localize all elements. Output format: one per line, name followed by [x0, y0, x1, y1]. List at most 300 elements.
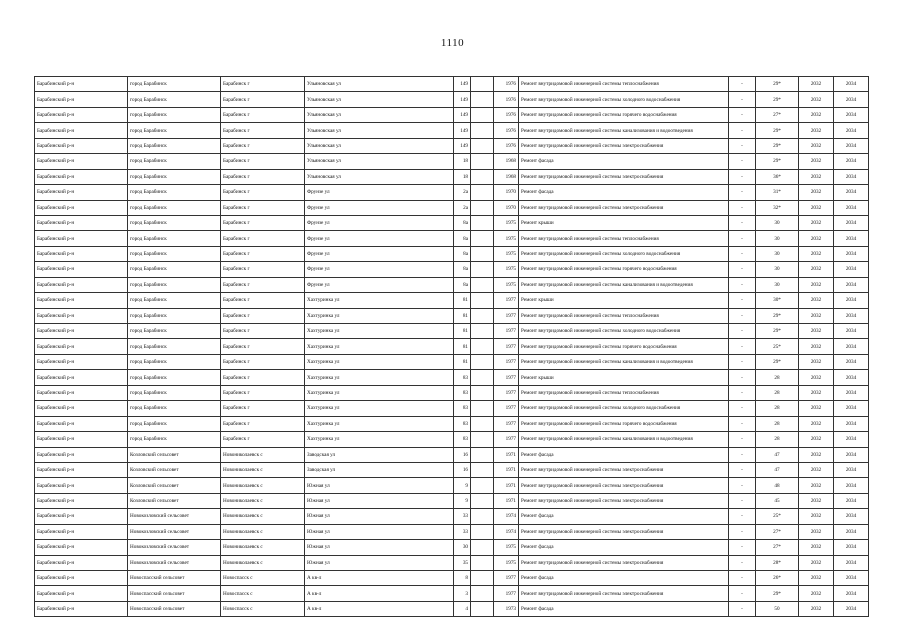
value-cell: 32*: [756, 200, 799, 215]
work-type-cell: Ремонт фасада: [519, 571, 729, 586]
end-year-cell: 2034: [834, 416, 869, 431]
dash-cell: -: [729, 77, 756, 92]
settlement-cell: город Барабинск: [128, 107, 221, 122]
street-cell: Южная ул: [305, 540, 454, 555]
value-cell: 29*: [756, 138, 799, 153]
year-cell: 1977: [494, 339, 519, 354]
dash-cell: -: [729, 478, 756, 493]
end-year-cell: 2034: [834, 509, 869, 524]
end-year-cell: 2034: [834, 123, 869, 138]
dash-cell: -: [729, 339, 756, 354]
extra-cell: [471, 185, 494, 200]
table-row: [35, 540, 869, 555]
street-cell: А кв-л: [305, 571, 454, 586]
house-cell: 149: [454, 123, 471, 138]
value-cell: 29*: [756, 308, 799, 323]
table-row: [35, 555, 869, 570]
district-cell: Барабинский р-н: [35, 231, 128, 246]
start-year-cell: 2032: [799, 401, 834, 416]
district-cell: Барабинский р-н: [35, 339, 128, 354]
house-cell: 149: [454, 77, 471, 92]
street-cell: Южная ул: [305, 524, 454, 539]
dash-cell: -: [729, 293, 756, 308]
dash-cell: -: [729, 540, 756, 555]
street-cell: Фрунзе ул: [305, 185, 454, 200]
district-cell: Барабинский р-н: [35, 571, 128, 586]
district-cell: Барабинский р-н: [35, 154, 128, 169]
table-row: [35, 370, 869, 385]
dash-cell: -: [729, 586, 756, 601]
work-type-cell: Ремонт внутридомовой инженерной системы горячего водоснабжения: [519, 339, 729, 354]
house-cell: 83: [454, 401, 471, 416]
year-cell: 1977: [494, 370, 519, 385]
work-type-cell: Ремонт крыши: [519, 370, 729, 385]
district-cell: Барабинский р-н: [35, 77, 128, 92]
extra-cell: [471, 200, 494, 215]
street-cell: А кв-л: [305, 601, 454, 616]
district-cell: Барабинский р-н: [35, 262, 128, 277]
settlement-cell: Новоспасский сельсовет: [128, 571, 221, 586]
start-year-cell: 2032: [799, 540, 834, 555]
district-cell: Барабинский р-н: [35, 324, 128, 339]
end-year-cell: 2034: [834, 524, 869, 539]
street-cell: Южная ул: [305, 555, 454, 570]
year-cell: 1974: [494, 509, 519, 524]
settlement-cell: город Барабинск: [128, 385, 221, 400]
year-cell: 1976: [494, 92, 519, 107]
street-cell: Хахтуринка ул: [305, 416, 454, 431]
street-cell: Хахтуринка ул: [305, 385, 454, 400]
settlement-cell: город Барабинск: [128, 154, 221, 169]
district-cell: Барабинский р-н: [35, 493, 128, 508]
city-cell: Новониколаевск с: [221, 462, 305, 477]
end-year-cell: 2034: [834, 138, 869, 153]
end-year-cell: 2034: [834, 154, 869, 169]
end-year-cell: 2034: [834, 215, 869, 230]
settlement-cell: город Барабинск: [128, 370, 221, 385]
table-row: [35, 138, 869, 153]
year-cell: 1971: [494, 493, 519, 508]
street-cell: Хахтуринка ул: [305, 339, 454, 354]
street-cell: Ульяновская ул: [305, 154, 454, 169]
dash-cell: -: [729, 493, 756, 508]
start-year-cell: 2032: [799, 308, 834, 323]
value-cell: 29*: [756, 123, 799, 138]
street-cell: Ульяновская ул: [305, 138, 454, 153]
dash-cell: -: [729, 200, 756, 215]
end-year-cell: 2034: [834, 540, 869, 555]
house-cell: 8а: [454, 231, 471, 246]
table-row: [35, 154, 869, 169]
value-cell: 25*: [756, 339, 799, 354]
table-row: [35, 493, 869, 508]
settlement-cell: город Барабинск: [128, 231, 221, 246]
city-cell: Барабинск г: [221, 185, 305, 200]
dash-cell: -: [729, 123, 756, 138]
city-cell: Барабинск г: [221, 154, 305, 169]
value-cell: 26*: [756, 571, 799, 586]
dash-cell: -: [729, 447, 756, 462]
table-body: [35, 77, 869, 617]
street-cell: Хахтуринка ул: [305, 324, 454, 339]
house-cell: 35: [454, 555, 471, 570]
end-year-cell: 2034: [834, 478, 869, 493]
start-year-cell: 2032: [799, 169, 834, 184]
dash-cell: -: [729, 416, 756, 431]
start-year-cell: 2032: [799, 107, 834, 122]
house-cell: 149: [454, 92, 471, 107]
value-cell: 27*: [756, 524, 799, 539]
city-cell: Барабинск г: [221, 246, 305, 261]
work-type-cell: Ремонт фасада: [519, 509, 729, 524]
dash-cell: -: [729, 370, 756, 385]
settlement-cell: Новокозловский сельсовет: [128, 540, 221, 555]
district-cell: Барабинский р-н: [35, 601, 128, 616]
city-cell: Новоспасск с: [221, 601, 305, 616]
work-type-cell: Ремонт внутридомовой инженерной системы электроснабжения: [519, 555, 729, 570]
house-cell: 8а: [454, 262, 471, 277]
year-cell: 1971: [494, 462, 519, 477]
table-row: [35, 432, 869, 447]
settlement-cell: город Барабинск: [128, 169, 221, 184]
start-year-cell: 2032: [799, 555, 834, 570]
year-cell: 1975: [494, 246, 519, 261]
table-row: [35, 246, 869, 261]
work-type-cell: Ремонт внутридомовой инженерной системы электроснабжения: [519, 200, 729, 215]
settlement-cell: Козловский сельсовет: [128, 462, 221, 477]
settlement-cell: город Барабинск: [128, 92, 221, 107]
district-cell: Барабинский р-н: [35, 293, 128, 308]
house-cell: 81: [454, 339, 471, 354]
city-cell: Барабинск г: [221, 123, 305, 138]
table-row: [35, 107, 869, 122]
end-year-cell: 2034: [834, 354, 869, 369]
dash-cell: -: [729, 231, 756, 246]
value-cell: 45: [756, 493, 799, 508]
settlement-cell: город Барабинск: [128, 215, 221, 230]
table-row: [35, 169, 869, 184]
year-cell: 1976: [494, 123, 519, 138]
end-year-cell: 2034: [834, 77, 869, 92]
page-number: 1110: [440, 37, 465, 49]
table-row: [35, 524, 869, 539]
start-year-cell: 2032: [799, 185, 834, 200]
dash-cell: -: [729, 571, 756, 586]
work-type-cell: Ремонт фасада: [519, 154, 729, 169]
house-cell: 4: [454, 601, 471, 616]
start-year-cell: 2032: [799, 462, 834, 477]
street-cell: Ульяновская ул: [305, 107, 454, 122]
city-cell: Новониколаевск с: [221, 493, 305, 508]
dash-cell: -: [729, 246, 756, 261]
extra-cell: [471, 416, 494, 431]
house-cell: 18: [454, 169, 471, 184]
year-cell: 1971: [494, 447, 519, 462]
table-row: [35, 571, 869, 586]
start-year-cell: 2032: [799, 92, 834, 107]
district-cell: Барабинский р-н: [35, 370, 128, 385]
work-type-cell: Ремонт внутридомовой инженерной системы канализования и водоотведения: [519, 123, 729, 138]
house-cell: 83: [454, 370, 471, 385]
work-type-cell: Ремонт внутридомовой инженерной системы горячего водоснабжения: [519, 262, 729, 277]
settlement-cell: город Барабинск: [128, 324, 221, 339]
dash-cell: -: [729, 107, 756, 122]
street-cell: Фрунзе ул: [305, 277, 454, 292]
settlement-cell: Козловский сельсовет: [128, 493, 221, 508]
district-cell: Барабинский р-н: [35, 555, 128, 570]
table-row: [35, 123, 869, 138]
extra-cell: [471, 107, 494, 122]
dash-cell: -: [729, 138, 756, 153]
table-row: [35, 339, 869, 354]
end-year-cell: 2034: [834, 185, 869, 200]
table-row: [35, 354, 869, 369]
start-year-cell: 2032: [799, 432, 834, 447]
settlement-cell: город Барабинск: [128, 200, 221, 215]
settlement-cell: город Барабинск: [128, 262, 221, 277]
table-row: [35, 324, 869, 339]
city-cell: Новониколаевск с: [221, 555, 305, 570]
extra-cell: [471, 154, 494, 169]
table-row: [35, 200, 869, 215]
start-year-cell: 2032: [799, 324, 834, 339]
street-cell: Хахтуринка ул: [305, 293, 454, 308]
settlement-cell: город Барабинск: [128, 185, 221, 200]
work-type-cell: Ремонт внутридомовой инженерной системы горячего водоснабжения: [519, 416, 729, 431]
year-cell: 1976: [494, 107, 519, 122]
city-cell: Барабинск г: [221, 324, 305, 339]
street-cell: Хахтуринка ул: [305, 432, 454, 447]
city-cell: Новониколаевск с: [221, 524, 305, 539]
value-cell: 28: [756, 401, 799, 416]
street-cell: Фрунзе ул: [305, 262, 454, 277]
district-cell: Барабинский р-н: [35, 432, 128, 447]
extra-cell: [471, 555, 494, 570]
value-cell: 30: [756, 277, 799, 292]
work-type-cell: Ремонт внутридомовой инженерной системы теплоснабжения: [519, 308, 729, 323]
district-cell: Барабинский р-н: [35, 509, 128, 524]
street-cell: Хахтуринка ул: [305, 308, 454, 323]
year-cell: 1975: [494, 262, 519, 277]
house-cell: 149: [454, 107, 471, 122]
house-cell: 83: [454, 385, 471, 400]
table-row: [35, 215, 869, 230]
dash-cell: -: [729, 354, 756, 369]
dash-cell: -: [729, 277, 756, 292]
table-row: [35, 92, 869, 107]
table-row: [35, 586, 869, 601]
extra-cell: [471, 540, 494, 555]
settlement-cell: город Барабинск: [128, 416, 221, 431]
end-year-cell: 2034: [834, 92, 869, 107]
extra-cell: [471, 293, 494, 308]
settlement-cell: город Барабинск: [128, 138, 221, 153]
work-type-cell: Ремонт внутридомовой инженерной системы холодного водоснабжения: [519, 401, 729, 416]
district-cell: Барабинский р-н: [35, 277, 128, 292]
dash-cell: -: [729, 215, 756, 230]
table-row: [35, 308, 869, 323]
year-cell: 1976: [494, 138, 519, 153]
settlement-cell: город Барабинск: [128, 432, 221, 447]
start-year-cell: 2032: [799, 215, 834, 230]
work-type-cell: Ремонт внутридомовой инженерной системы холодного водоснабжения: [519, 92, 729, 107]
city-cell: Барабинск г: [221, 262, 305, 277]
district-cell: Барабинский р-н: [35, 138, 128, 153]
end-year-cell: 2034: [834, 432, 869, 447]
end-year-cell: 2034: [834, 246, 869, 261]
end-year-cell: 2034: [834, 200, 869, 215]
house-cell: 83: [454, 416, 471, 431]
year-cell: 1968: [494, 154, 519, 169]
work-type-cell: Ремонт внутридомовой инженерной системы канализования и водоотведения: [519, 432, 729, 447]
start-year-cell: 2032: [799, 138, 834, 153]
start-year-cell: 2032: [799, 509, 834, 524]
year-cell: 1977: [494, 586, 519, 601]
district-cell: Барабинский р-н: [35, 215, 128, 230]
work-type-cell: Ремонт внутридомовой инженерной системы теплоснабжения: [519, 231, 729, 246]
value-cell: 28: [756, 370, 799, 385]
start-year-cell: 2032: [799, 385, 834, 400]
street-cell: Фрунзе ул: [305, 246, 454, 261]
street-cell: Ульяновская ул: [305, 92, 454, 107]
year-cell: 1968: [494, 169, 519, 184]
settlement-cell: Козловский сельсовет: [128, 447, 221, 462]
street-cell: Хахтуринка ул: [305, 354, 454, 369]
table-row: [35, 509, 869, 524]
value-cell: 36*: [756, 169, 799, 184]
city-cell: Новониколаевск с: [221, 509, 305, 524]
value-cell: 28*: [756, 555, 799, 570]
year-cell: 1975: [494, 540, 519, 555]
house-cell: 83: [454, 432, 471, 447]
table-row: [35, 231, 869, 246]
district-cell: Барабинский р-н: [35, 246, 128, 261]
work-type-cell: Ремонт крыши: [519, 215, 729, 230]
work-type-cell: Ремонт внутридомовой инженерной системы холодного водоснабжения: [519, 324, 729, 339]
extra-cell: [471, 277, 494, 292]
value-cell: 29*: [756, 154, 799, 169]
settlement-cell: город Барабинск: [128, 246, 221, 261]
dash-cell: -: [729, 154, 756, 169]
end-year-cell: 2034: [834, 339, 869, 354]
start-year-cell: 2032: [799, 339, 834, 354]
work-type-cell: Ремонт внутридомовой инженерной системы электроснабжения: [519, 478, 729, 493]
extra-cell: [471, 92, 494, 107]
work-type-cell: Ремонт внутридомовой инженерной системы электроснабжения: [519, 524, 729, 539]
district-cell: Барабинский р-н: [35, 401, 128, 416]
end-year-cell: 2034: [834, 601, 869, 616]
city-cell: Барабинск г: [221, 416, 305, 431]
work-type-cell: Ремонт внутридомовой инженерной системы горячего водоснабжения: [519, 107, 729, 122]
year-cell: 1975: [494, 277, 519, 292]
house-cell: 8: [454, 571, 471, 586]
house-cell: 81: [454, 324, 471, 339]
dash-cell: -: [729, 385, 756, 400]
street-cell: Заводская ул: [305, 447, 454, 462]
year-cell: 1970: [494, 185, 519, 200]
value-cell: 30: [756, 231, 799, 246]
work-type-cell: Ремонт крыши: [519, 293, 729, 308]
extra-cell: [471, 586, 494, 601]
start-year-cell: 2032: [799, 524, 834, 539]
table-row: [35, 447, 869, 462]
district-cell: Барабинский р-н: [35, 185, 128, 200]
extra-cell: [471, 308, 494, 323]
end-year-cell: 2034: [834, 277, 869, 292]
value-cell: 31*: [756, 185, 799, 200]
start-year-cell: 2032: [799, 478, 834, 493]
value-cell: 30: [756, 246, 799, 261]
table-row: [35, 462, 869, 477]
start-year-cell: 2032: [799, 231, 834, 246]
work-type-cell: Ремонт фасада: [519, 185, 729, 200]
settlement-cell: Новокозловский сельсовет: [128, 524, 221, 539]
value-cell: 28: [756, 432, 799, 447]
street-cell: Ульяновская ул: [305, 169, 454, 184]
district-cell: Барабинский р-н: [35, 416, 128, 431]
start-year-cell: 2032: [799, 262, 834, 277]
end-year-cell: 2034: [834, 262, 869, 277]
dash-cell: -: [729, 92, 756, 107]
year-cell: 1977: [494, 432, 519, 447]
year-cell: 1977: [494, 308, 519, 323]
table-row: [35, 277, 869, 292]
dash-cell: -: [729, 324, 756, 339]
house-cell: 33: [454, 524, 471, 539]
start-year-cell: 2032: [799, 571, 834, 586]
work-type-cell: Ремонт фасада: [519, 447, 729, 462]
dash-cell: -: [729, 555, 756, 570]
work-type-cell: Ремонт внутридомовой инженерной системы электроснабжения: [519, 586, 729, 601]
year-cell: 1977: [494, 416, 519, 431]
district-cell: Барабинский р-н: [35, 107, 128, 122]
extra-cell: [471, 432, 494, 447]
value-cell: 29*: [756, 92, 799, 107]
street-cell: Фрунзе ул: [305, 231, 454, 246]
extra-cell: [471, 462, 494, 477]
start-year-cell: 2032: [799, 601, 834, 616]
start-year-cell: 2032: [799, 293, 834, 308]
dash-cell: -: [729, 601, 756, 616]
value-cell: 28: [756, 385, 799, 400]
year-cell: 1975: [494, 231, 519, 246]
district-cell: Барабинский р-н: [35, 462, 128, 477]
street-cell: Фрунзе ул: [305, 200, 454, 215]
work-type-cell: Ремонт фасада: [519, 601, 729, 616]
street-cell: Южная ул: [305, 493, 454, 508]
start-year-cell: 2032: [799, 416, 834, 431]
value-cell: 47: [756, 447, 799, 462]
work-type-cell: Ремонт внутридомовой инженерной системы канализования и водоотведения: [519, 277, 729, 292]
year-cell: 1977: [494, 293, 519, 308]
dash-cell: -: [729, 432, 756, 447]
start-year-cell: 2032: [799, 370, 834, 385]
district-cell: Барабинский р-н: [35, 478, 128, 493]
city-cell: Барабинск г: [221, 354, 305, 369]
city-cell: Барабинск г: [221, 385, 305, 400]
city-cell: Новониколаевск с: [221, 447, 305, 462]
end-year-cell: 2034: [834, 293, 869, 308]
house-cell: 9: [454, 493, 471, 508]
house-cell: 3: [454, 586, 471, 601]
house-cell: 16: [454, 447, 471, 462]
settlement-cell: город Барабинск: [128, 77, 221, 92]
start-year-cell: 2032: [799, 354, 834, 369]
extra-cell: [471, 215, 494, 230]
extra-cell: [471, 169, 494, 184]
work-type-cell: Ремонт внутридомовой инженерной системы теплоснабжения: [519, 385, 729, 400]
dash-cell: -: [729, 401, 756, 416]
